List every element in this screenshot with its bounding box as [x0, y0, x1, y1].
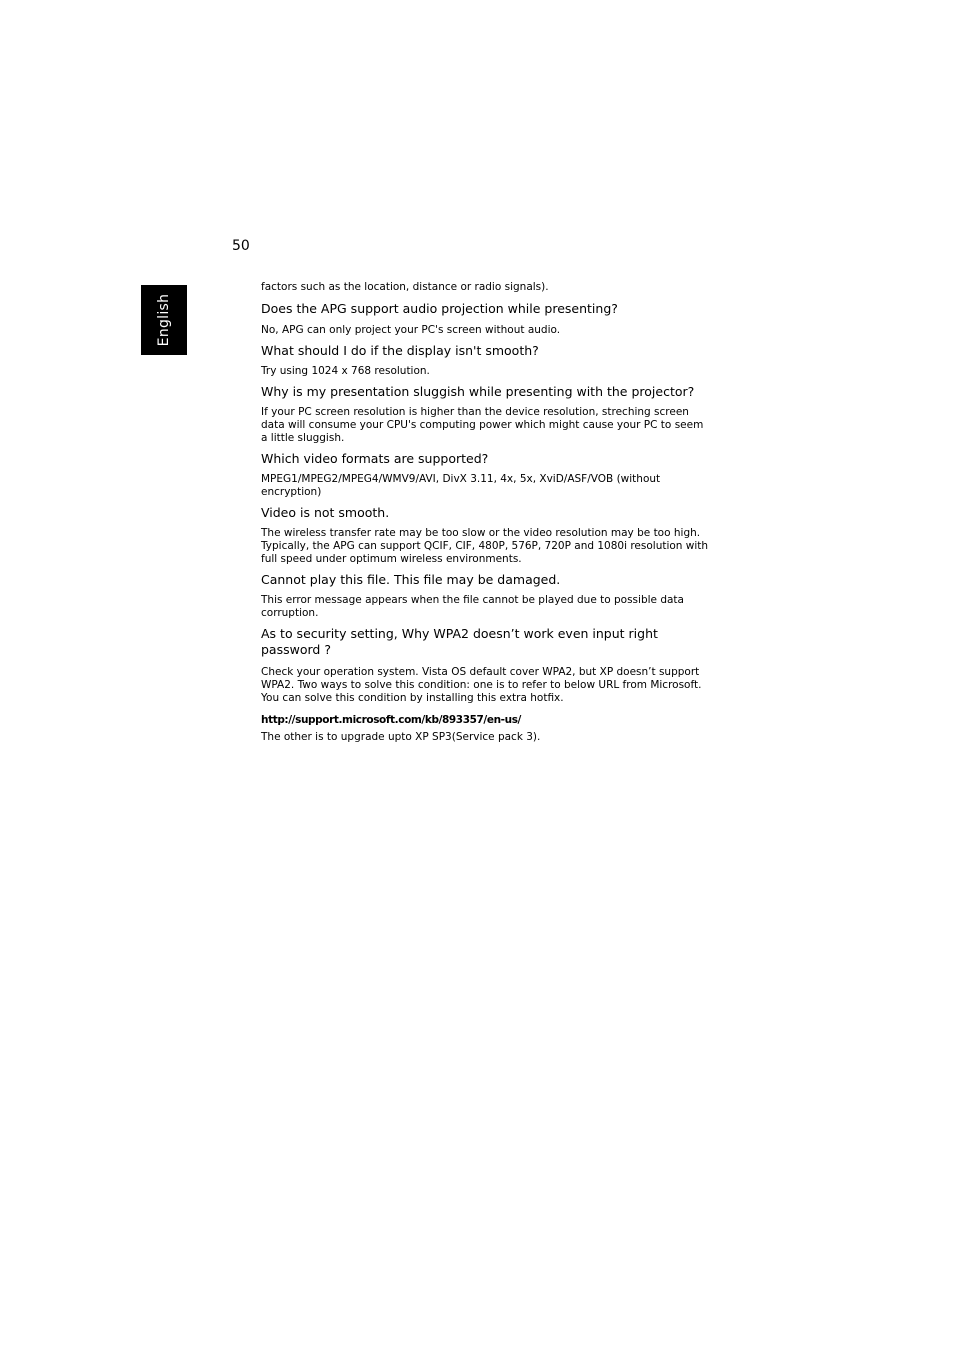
language-tab — [141, 285, 187, 355]
faq-answer-sluggish: If your PC screen resolution is higher than the device resolution, streching screen data will consume your CPU's computing power which might cause your PC to seem a little sluggish. — [261, 406, 704, 444]
faq-question-video-formats: Which video formats are supported? — [261, 451, 489, 466]
faq-intro-text: factors such as the location, distance or radio signals). — [261, 281, 549, 293]
faq-answer-display: Try using 1024 x 768 resolution. — [261, 365, 430, 377]
faq-question-video-smooth: Video is not smooth. — [261, 505, 390, 520]
faq-question-sluggish: Why is my presentation sluggish while presenting with the projector? — [261, 384, 695, 399]
microsoft-support-link[interactable]: http://support.microsoft.com/kb/893357/en-us/ — [261, 714, 521, 726]
faq-question-display: What should I do if the display isn't smooth? — [261, 343, 539, 358]
faq-question-audio: Does the APG support audio projection while presenting? — [261, 301, 618, 316]
faq-answer-audio: No, APG can only project your PC's screen without audio. — [261, 324, 561, 336]
faq-closing-text: The other is to upgrade upto XP SP3(Service pack 3). — [261, 731, 541, 743]
faq-question-wpa2: As to security setting, Why WPA2 doesn’t work even input right password ? — [261, 626, 658, 657]
faq-answer-video-smooth: The wireless transfer rate may be too slow or the video resolution may be too high. Typically, the APG can support QCIF, CIF, 480P, 576P, 720P and 1080i resolution with full speed under optimum wireless environments. — [261, 527, 709, 565]
page-number: 50 — [232, 238, 250, 254]
faq-answer-video-formats: MPEG1/MPEG2/MPEG4/WMV9/AVI, DivX 3.11, 4x, 5x, XviD/ASF/VOB (without encryption) — [261, 473, 661, 498]
faq-answer-file-damaged: This error message appears when the file cannot be played due to possible data corruption. — [261, 594, 684, 619]
faq-question-file-damaged: Cannot play this file. This file may be damaged. — [261, 572, 561, 587]
language-tab-label: English — [156, 293, 172, 347]
faq-content — [261, 281, 713, 744]
faq-answer-wpa2: Check your operation system. Vista OS default cover WPA2, but XP doesn’t support WPA2. Two ways to solve this condition: one is to refer to below URL from Microsoft. You can solve this condition by installing this extra hotfix. — [261, 666, 702, 704]
